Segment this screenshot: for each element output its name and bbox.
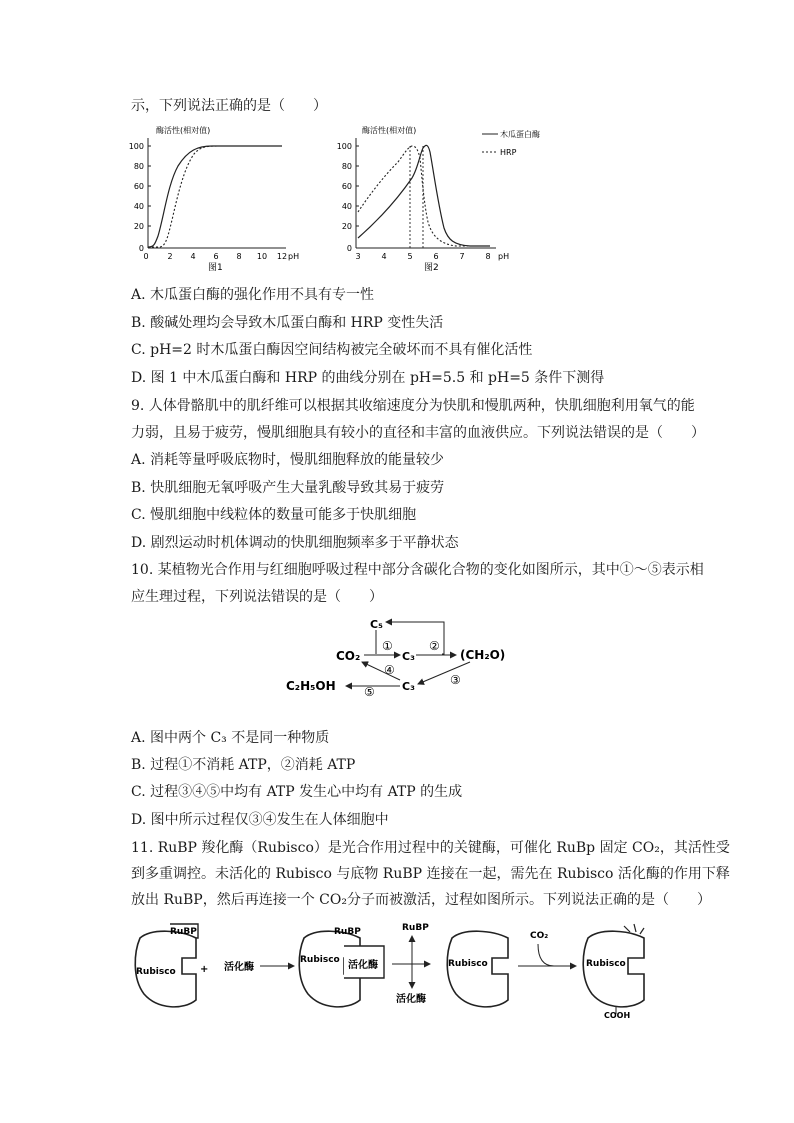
fig2-ytick: 60 [341,182,352,191]
rubp-label-2: RuBP [334,927,361,937]
q8-stem-tail: 示，下列说法正确的是（ ） [131,98,327,114]
fig1-ytick: 60 [133,182,144,191]
q8-figure-1 [128,124,308,272]
fig2-xtick: 5 [407,252,413,261]
fig2-xtick: 6 [433,252,439,261]
q10-option-d[interactable]: D. 图中所示过程仅③④发生在人体细胞中 [131,812,389,828]
rubp-released: RuBP [402,923,429,933]
q8-figure-2 [334,124,546,272]
q9-stem-line-2: 力弱，且易于疲劳，慢肌细胞具有较小的直径和丰富的血液供应。下列说法错误的是（ ） [131,425,705,441]
q10-option-c[interactable]: C. 过程③④⑤中均有 ATP 发生心中均有 ATP 的生成 [131,784,463,800]
process-5: ⑤ [364,685,375,698]
q11-stem-line-2: 到多重调控。未活化的 Rubisco 与底物 RuBP 连接在一起，需先在 Rubisco 活化酶的作用下释 [131,866,730,882]
q11-stem-line-1: 11. RuBP 羧化酶（Rubisco）是光合作用过程中的关键酶，可催化 RuBp 固定 CO₂，其活性受 [131,840,730,856]
rubisco-label-1: Rubisco [136,967,176,977]
process-2: ② [429,639,440,653]
fig1-xtick-origin: 0 [143,252,149,261]
q11-stem-line-3: 放出 RuBP，然后再连接一个 CO₂分子而被激活，过程如图所示。下列说法正确的是（ ） [131,892,711,908]
fig2-ytick: 20 [341,222,352,231]
fig1-xtick: 2 [167,252,173,261]
q9-option-d[interactable]: D. 剧烈运动时机体调动的快肌细胞频率多于平静状态 [131,535,459,551]
q9-option-c[interactable]: C. 慢肌细胞中线粒体的数量可能多于快肌细胞 [131,507,417,523]
fig1-ytick: 0 [138,244,144,253]
fig2-xtick: 7 [459,252,465,261]
q8-option-a[interactable]: A. 木瓜蛋白酶的强化作用不具有专一性 [131,287,375,303]
fig2-legend-papain: 木瓜蛋白酶 [500,130,540,139]
fig1-ytick: 100 [128,142,144,151]
process-1: ① [382,639,393,653]
node-ch2o: (CH₂O) [460,648,506,662]
cooh-label: COOH [604,1011,631,1018]
q10-carbon-diagram [284,612,524,698]
node-c3-low: C₃ [402,680,415,693]
node-co2: CO₂ [336,649,361,663]
fig1-ylabel: 酶活性(相对值) [156,126,211,135]
fig2-ytick: 80 [341,162,352,171]
fig1-caption: 图1 [208,263,223,272]
rubp-label-1: RuBP [170,927,197,937]
fig2-ytick: 0 [346,244,352,253]
plus-sign: + [200,964,209,975]
fig2-xtick: 8 [485,252,491,261]
q8-option-d[interactable]: D. 图 1 中木瓜蛋白酶和 HRP 的曲线分别在 pH=5.5 和 pH=5 条件下测得 [131,370,605,386]
q8-option-b[interactable]: B. 酸碱处理均会导致木瓜蛋白酶和 HRP 变性失活 [131,315,444,331]
activase-label-2: 活化酶 [348,960,378,971]
fig2-ytick: 100 [336,142,352,151]
q11-rubisco-diagram [130,918,670,1018]
fig1-xtick: 4 [190,252,196,261]
q9-stem-line-1: 9. 人体骨骼肌中的肌纤维可以根据其收缩速度分为快肌和慢肌两种，快肌细胞利用氧气的能 [131,398,695,414]
rubisco-label-2: Rubisco [300,955,340,965]
node-ethanol: C₂H₅OH [286,679,336,693]
process-4: ④ [384,663,395,677]
co2-label: CO₂ [530,931,549,941]
q8-option-c[interactable]: C. pH=2 时木瓜蛋白酶因空间结构被完全破坏而不具有催化活性 [131,342,533,358]
q10-option-b[interactable]: B. 过程①不消耗 ATP，②消耗 ATP [131,757,356,773]
fig1-curve-papain [148,146,282,247]
q9-option-b[interactable]: B. 快肌细胞无氧呼吸产生大量乳酸导致其易于疲劳 [131,480,445,496]
fig1-xunit: pH [288,252,300,261]
fig1-xtick: 8 [236,252,242,261]
fig1-ytick: 40 [133,202,144,211]
activase-released: 活化酶 [396,994,426,1005]
process-3: ③ [450,673,461,687]
fig1-ytick: 20 [133,222,144,231]
fig1-ytick: 80 [133,162,144,171]
rubisco-shape-4 [583,931,644,1007]
fig2-ylabel: 酶活性(相对值) [362,126,417,135]
fig2-curve-hrp [358,146,490,246]
fig2-xtick: 3 [355,252,361,261]
activase-label-1: 活化酶 [224,962,254,973]
fig2-legend-hrp: HRP [500,148,517,157]
rubisco-label-3: Rubisco [448,959,488,969]
fig2-xtick: 4 [381,252,387,261]
fig2-ytick: 40 [341,202,352,211]
fig2-caption: 图2 [424,263,439,272]
fig1-xtick: 10 [256,252,268,261]
fig1-xtick: 6 [213,252,219,261]
rubisco-shape-3 [447,931,508,1007]
rubisco-label-4: Rubisco [586,959,626,969]
q10-stem-line-1: 10. 某植物光合作用与红细胞呼吸过程中部分含碳化合物的变化如图所示，其中①～⑤表示相 [131,562,704,578]
node-c3-mid: C₃ [402,650,415,663]
fig2-xunit: pH [498,252,510,261]
fig2-curve-papain [358,145,490,246]
fig1-xtick: 12 [276,252,288,261]
node-c5: C₅ [370,618,383,631]
q10-stem-line-2: 应生理过程，下列说法错误的是（ ） [131,589,383,605]
q10-option-a[interactable]: A. 图中两个 C₃ 不是同一种物质 [131,730,330,746]
q9-option-a[interactable]: A. 消耗等量呼吸底物时，慢肌细胞释放的能量较少 [131,452,445,468]
